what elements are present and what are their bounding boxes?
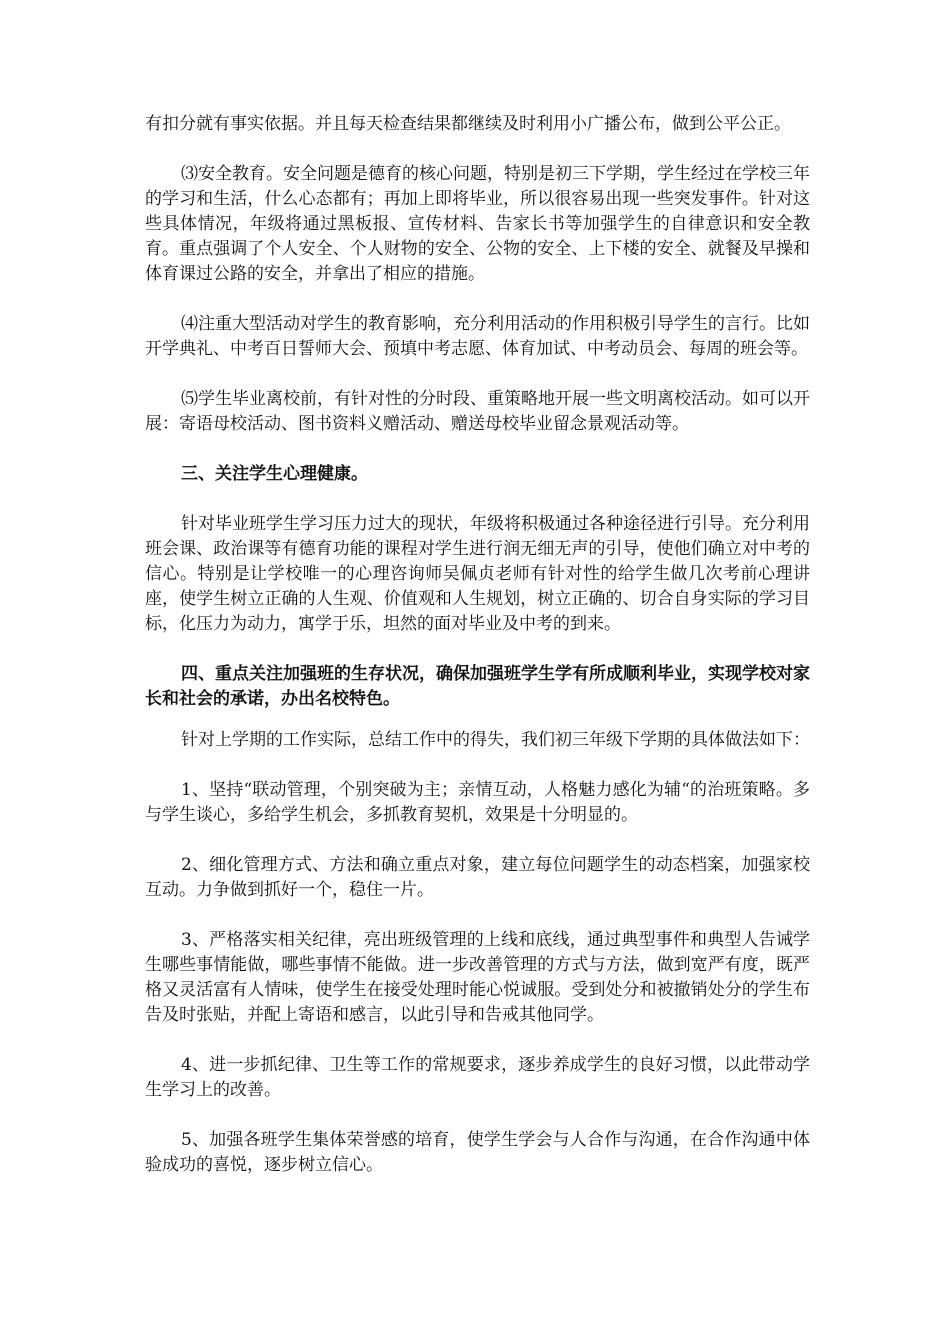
paragraph-safety-education: ⑶安全教育。安全问题是德育的核心问题，特别是初三下学期，学生经过在学校三年的学习和生活，什么心态都有；再加上即将毕业，所以很容易出现一些突发事件。针对这些具体情况，年级将通过黑板报、宣传材料、告家长书等加强学生的自律意识和安全教育。重点强调了个人安全、个人财物的安全、公物的安全、上下楼的安全、就餐及早操和体育课过公路的安全，并拿出了相应的措施。 [145, 164, 810, 284]
paragraph-intro-measures: 针对上学期的工作实际，总结工作中的得失，我们初三年级下学期的具体做法如下： [181, 730, 810, 750]
paragraph-graduation-activities: ⑸学生毕业离校前，有针对性的分时段、重策略地开展一些文明离校活动。如可以开展：寄语母校活动、图书资料义赠活动、赠送母校毕业留念景观活动等。 [145, 389, 810, 434]
list-item-1: 1、坚持“联动管理，个别突破为主；亲情互动，人格魅力感化为辅“的治班策略。多与学生谈心，多给学生机会，多抓教育契机，效果是十分明显的。 [145, 780, 810, 825]
list-item-3: 3、严格落实相关纪律，亮出班级管理的上线和底线，通过典型事件和典型人告诫学生哪些事情能做，哪些事情不能做。进一步改善管理的方式与方法，做到宽严有度，既严格又灵活富有人情味，使学生在接受处理时能心悦诚服。受到处分和被撤销处分的学生布告及时张贴，并配上寄语和感言，以此引导和告戒其他同学。 [145, 930, 810, 1025]
list-item-5: 5、加强各班学生集体荣誉感的培育，使学生学会与人合作与沟通，在合作沟通中体验成功的喜悦，逐步树立信心。 [145, 1130, 810, 1175]
paragraph-large-activities: ⑷注重大型活动对学生的教育影响，充分利用活动的作用积极引导学生的言行。比如开学典礼、中考百日誓师大会、预填中考志愿、体育加试、中考动员会、每周的班会等。 [145, 314, 810, 359]
paragraph-mental-health: 针对毕业班学生学习压力过大的现状，年级将积极通过各种途径进行引导。充分利用班会课、政治课等有德育功能的课程对学生进行润无细无声的引导，使他们确立对中考的信心。特别是让学校唯一的心理咨询师吴佩贞老师有针对性的给学生做几次考前心理讲座，使学生树立正确的人生观、价值观和人生规划，树立正确的、切合自身实际的学习目标，化压力为动力，寓学于乐，坦然的面对毕业及中考的到来。 [145, 514, 810, 634]
list-item-2: 2、细化管理方式、方法和确立重点对象，建立每位问题学生的动态档案，加强家校互动。力争做到抓好一个，稳住一片。 [145, 855, 810, 900]
section-heading-advanced-class: 四、重点关注加强班的生存状况，确保加强班学生学有所成顺利毕业，实现学校对家长和社会的承诺，办出名校特色。 [145, 664, 810, 709]
document-body [145, 112, 810, 1203]
section-heading-mental-health: 三、关注学生心理健康。 [181, 464, 368, 484]
list-item-4: 4、进一步抓纪律、卫生等工作的常规要求，逐步养成学生的良好习惯，以此带动学生学习上的改善。 [145, 1055, 810, 1100]
paragraph-continuation: 有扣分就有事实依据。并且每天检查结果都继续及时利用小广播公布，做到公平公正。 [145, 114, 791, 134]
